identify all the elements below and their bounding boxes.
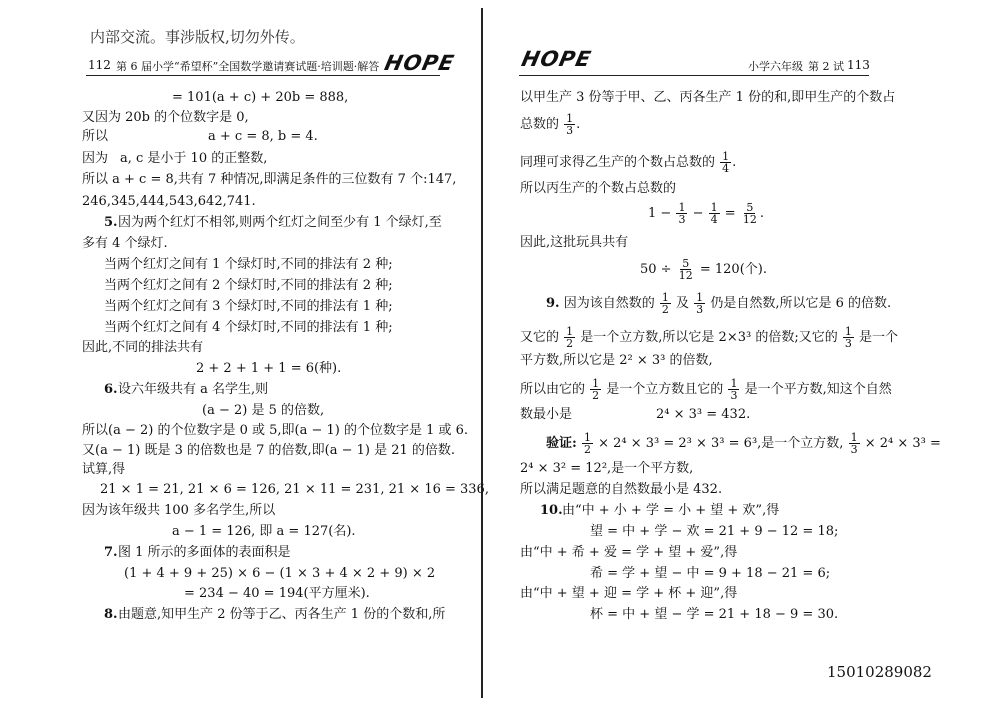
text-line-with-fraction: 又它的 $\frac{1}{2}$ 是一个立方数,所以它是 2×3³ 的倍数;又它的 $\frac{1}{3}$ 是一个 (520, 325, 899, 350)
text-line: 由“中 + 小 + 学 = 小 + 望 + 欢”,得 (562, 503, 780, 518)
text-line: 又因为 20b 的个位数字是 0, (82, 110, 249, 125)
fraction-one-fourth: $\frac{1}{4}$ (710, 201, 718, 226)
text-segment: 总数的 (520, 117, 560, 132)
problem-number-8: 8. (104, 607, 118, 622)
equation: 2⁴ × 3³ = 432. (656, 407, 751, 422)
equation: 杯 = 中 + 望 − 学 = 21 + 18 − 9 = 30. (590, 607, 839, 622)
left-page-number: 112 (88, 58, 111, 72)
text-segment: 同理可求得乙生产的个数占总数的 (520, 155, 716, 170)
fraction-five-twelfths: $\frac{5}{12}$ (742, 201, 757, 226)
text-line-with-fraction: 同理可求得乙生产的个数占总数的 $\frac{1}{4}$ . (520, 150, 737, 175)
right-page-number: 113 (847, 58, 870, 72)
equation-fraction-sum: 1 − $\frac{1}{3}$ − $\frac{1}{4}$ = $\frac{5}{12}$ . (648, 201, 764, 226)
text-line: 因此,不同的排法共有 (82, 340, 204, 355)
watermark-text: 内部交流。事涉版权,切勿外传。 (90, 28, 305, 46)
right-header-rule (519, 75, 869, 76)
text-line-with-fraction: 验证: $\frac{1}{2}$ × 2⁴ × 3³ = 2³ × 3³ = 6³,是一个立方数, $\frac{1}{3}$ × 2⁴ × 3³ = (546, 431, 941, 456)
problem-number-7: 7. (104, 545, 118, 560)
fraction-one-half: $\frac{1}{2}$ (583, 431, 591, 456)
text-line: 当两个红灯之间有 1 个绿灯时,不同的排法有 2 种; (104, 257, 393, 272)
verification-label: 验证: (546, 436, 577, 451)
fraction-five-twelfths: $\frac{5}{12}$ (678, 257, 693, 282)
problem-number-10: 10. (540, 503, 563, 518)
left-header-title: 第 6 届小学“希望杯”全国数学邀请赛试题·培训题·解答 (116, 60, 380, 73)
text-line: 由题意,知甲生产 2 份等于乙、丙各生产 1 份的个数和,所 (118, 607, 446, 622)
text-line: 以甲生产 3 份等于甲、乙、丙各生产 1 份的和,即甲生产的个数占 (520, 90, 896, 105)
text-line: 所以 (82, 129, 109, 144)
fraction-one-third: $\frac{1}{3}$ (844, 325, 852, 350)
footer-code: 15010289082 (827, 663, 932, 681)
equation: 希 = 学 + 望 − 中 = 9 + 18 − 21 = 6; (590, 566, 831, 581)
problem-number-9: 9. (546, 296, 560, 311)
text-line: 因此,这批玩具共有 (520, 235, 629, 250)
text-line: = 101(a + c) + 20b = 888, (172, 90, 349, 105)
text-line-with-fraction: 9. 因为该自然数的 $\frac{1}{2}$ 及 $\frac{1}{3}$ 仍是自然数,所以它是 6 的倍数. (546, 291, 892, 316)
text-line: 当两个红灯之间有 2 个绿灯时,不同的排法有 2 种; (104, 278, 393, 293)
text-line: a + c = 8, b = 4. (208, 129, 318, 144)
text-line: 又(a − 1) 既是 3 的倍数也是 7 的倍数,即(a − 1) 是 21 的倍数. (82, 443, 456, 458)
fraction-one-third: $\frac{1}{3}$ (566, 112, 574, 137)
fraction-one-half: $\frac{1}{2}$ (661, 291, 669, 316)
page-divider (481, 8, 483, 698)
text-line: 由“中 + 望 + 迎 = 学 + 杯 + 迎”,得 (520, 586, 738, 601)
equation: 21 × 1 = 21, 21 × 6 = 126, 21 × 11 = 231, 21 × 16 = 336, (100, 482, 489, 497)
text-line: 平方数,所以它是 2² × 3³ 的倍数, (520, 353, 713, 368)
equation: (1 + 4 + 9 + 25) × 6 − (1 × 3 + 4 × 2 + 9) × 2 (124, 566, 436, 581)
text-line: 因为该年级共 100 多名学生,所以 (82, 503, 276, 518)
fraction-one-third: $\frac{1}{3}$ (730, 377, 738, 402)
hope-logo-left: HOPE (382, 51, 457, 75)
text-line: 246,345,444,543,642,741. (82, 194, 256, 209)
fraction-one-third: $\frac{1}{3}$ (850, 431, 858, 456)
text-line: 图 1 所示的多面体的表面积是 (118, 545, 291, 560)
text-line: (a − 2) 是 5 的倍数, (202, 403, 325, 418)
problem-number-6: 6. (104, 382, 118, 397)
text-line: 多有 4 个绿灯. (82, 236, 168, 251)
text-line: 因为 (82, 151, 109, 166)
text-line: 当两个红灯之间有 4 个绿灯时,不同的排法有 1 种; (104, 320, 393, 335)
equation: a − 1 = 126, 即 a = 127(名). (172, 524, 356, 539)
text-line: 当两个红灯之间有 3 个绿灯时,不同的排法有 1 种; (104, 299, 393, 314)
text-line: 所以丙生产的个数占总数的 (520, 181, 677, 196)
equation: 望 = 中 + 学 − 欢 = 21 + 9 − 12 = 18; (590, 524, 839, 539)
equation-total: 50 ÷ $\frac{5}{12}$ = 120(个). (640, 257, 767, 282)
fraction-one-fourth: $\frac{1}{4}$ (722, 150, 730, 175)
text-line: 2⁴ × 3² = 12²,是一个平方数, (520, 461, 694, 476)
problem-number-5: 5. (104, 215, 118, 230)
equation: 2 + 2 + 1 + 1 = 6(种). (196, 361, 342, 376)
text-line: 数最小是 (520, 407, 573, 422)
fraction-one-third: $\frac{1}{3}$ (678, 201, 686, 226)
right-header-grade: 小学六年级 (748, 60, 803, 73)
left-header-rule (86, 75, 440, 76)
text-line: 所以 a + c = 8,共有 7 种情况,即满足条件的三位数有 7 个:147, (82, 172, 457, 187)
text-line: 设六年级共有 a 名学生,则 (118, 382, 269, 397)
text-line: 所以(a − 2) 的个位数字是 0 或 5,即(a − 1) 的个位数字是 1 或 6. (82, 423, 469, 438)
fraction-one-half: $\frac{1}{2}$ (566, 325, 574, 350)
hope-logo-right: HOPE (519, 47, 594, 71)
right-header-test: 第 2 试 (808, 60, 844, 73)
equation: = 234 − 40 = 194(平方厘米). (184, 586, 370, 601)
fraction-one-half: $\frac{1}{2}$ (592, 377, 600, 402)
text-line: 因为两个红灯不相邻,则两个红灯之间至少有 1 个绿灯,至 (118, 215, 442, 230)
text-line-with-fraction: 所以由它的 $\frac{1}{2}$ 是一个立方数且它的 $\frac{1}{3}$ 是一个平方数,知这个自然 (520, 377, 892, 402)
text-line: 所以满足题意的自然数最小是 432. (520, 482, 723, 497)
text-line-with-fraction: 总数的 $\frac{1}{3}$ . (520, 112, 581, 137)
text-line: a, c 是小于 10 的正整数, (120, 151, 268, 166)
text-line: 试算,得 (82, 462, 126, 477)
fraction-one-third: $\frac{1}{3}$ (696, 291, 704, 316)
text-line: 由“中 + 希 + 爱 = 学 + 望 + 爱”,得 (520, 545, 738, 560)
